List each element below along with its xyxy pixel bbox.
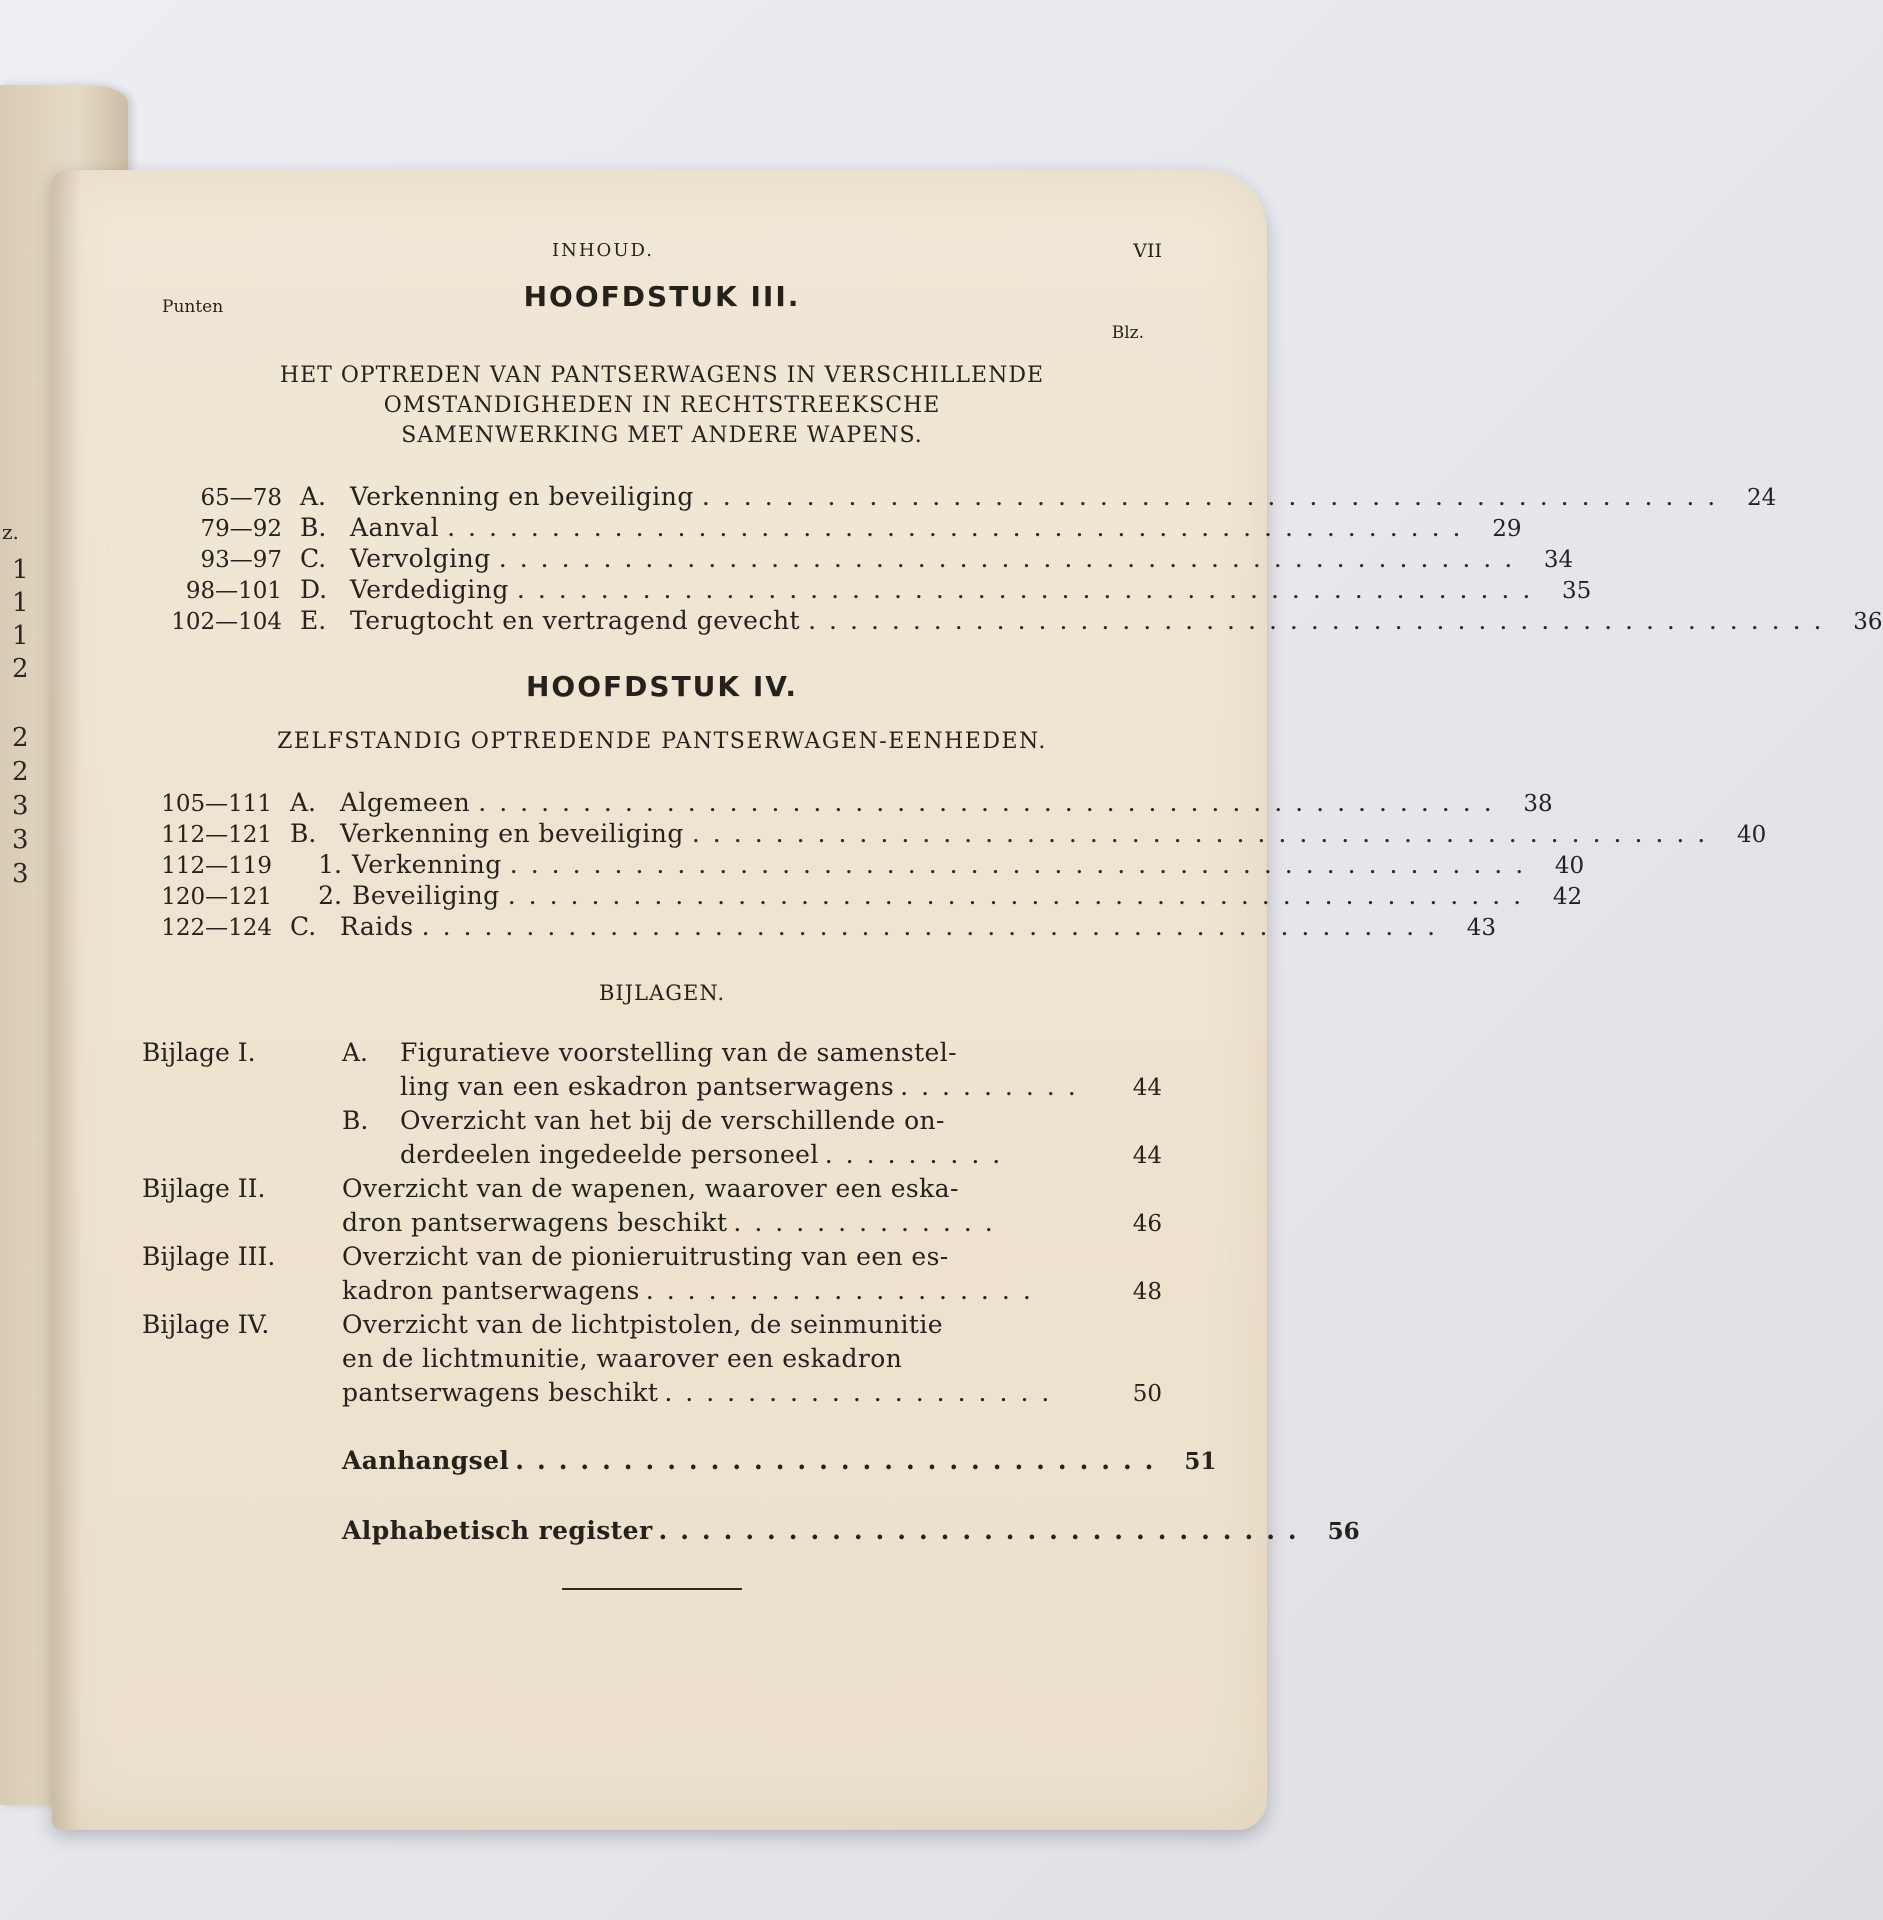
- toc-points: 105—111: [161, 791, 272, 817]
- left-fragment: 3: [12, 791, 29, 821]
- appendix-text: kadron pantserwagens: [342, 1276, 640, 1305]
- toc-page: 40: [1554, 853, 1585, 879]
- appendix-item-register: [142, 1514, 1360, 1548]
- toc-row: [162, 605, 1883, 636]
- toc-points: 65—78: [200, 485, 282, 511]
- appendix-text: dron pantserwagens beschikt: [342, 1208, 728, 1237]
- leader-dots: .................................................: [691, 819, 1719, 848]
- toc-text: Verdediging: [350, 575, 509, 604]
- appendix-label: Bijlage I.: [142, 1038, 256, 1067]
- heading-line: HET OPTREDEN VAN PANTSERWAGENS IN VERSCHILLENDE: [279, 363, 1045, 388]
- appendix-text: pantserwagens beschikt: [342, 1378, 659, 1407]
- toc-letter: E.: [300, 606, 327, 635]
- toc-letter: B.: [290, 819, 317, 848]
- toc-page: 42: [1552, 884, 1583, 910]
- toc-text: Beveiliging: [352, 881, 500, 910]
- leader-dots: .................................................: [498, 544, 1526, 573]
- toc-row: [162, 543, 1574, 574]
- toc-page: 29: [1492, 516, 1522, 542]
- toc-text: Raids: [340, 912, 414, 941]
- toc-letter: C.: [290, 912, 317, 941]
- toc-page: 35: [1562, 578, 1592, 604]
- appendix-page: 44: [1132, 1143, 1162, 1169]
- toc-page: 43: [1466, 915, 1497, 941]
- toc-letter: C.: [300, 544, 327, 573]
- heading-line: OMSTANDIGHEDEN IN RECHTSTREEKSCHE: [383, 393, 941, 418]
- toc-letter: D.: [300, 575, 328, 604]
- leader-dots: ..............................: [658, 1516, 1310, 1545]
- book-page: [52, 170, 1883, 1830]
- toc-row: [152, 911, 1497, 942]
- toc-page: 38: [1523, 791, 1553, 817]
- leader-dots: .................................................: [507, 881, 1535, 910]
- leader-dots: .........: [824, 1140, 1014, 1169]
- toc-letter: B.: [300, 513, 327, 542]
- appendix-text: en de lichtmunitie, waarover een eskadron: [342, 1344, 903, 1373]
- left-fragment: 3: [12, 859, 29, 889]
- appendix-text: Overzicht van het bij de verschillende on-: [400, 1106, 945, 1135]
- column-heads: [162, 297, 1162, 347]
- appendix-page: 48: [1132, 1279, 1162, 1305]
- appendix-text: ling van een eskadron pantserwagens: [400, 1072, 895, 1101]
- toc-page: 36: [1853, 609, 1883, 635]
- appendix-label: Bijlage II.: [142, 1174, 266, 1203]
- left-fragment: 1: [12, 621, 29, 651]
- toc-text: Terugtocht en vertragend gevecht: [350, 606, 801, 635]
- left-fragment: 3: [12, 825, 29, 855]
- toc-points: 98—101: [185, 578, 282, 604]
- toc-points: 120—121: [161, 884, 272, 910]
- leader-dots: .................................................: [478, 788, 1505, 817]
- toc-text: Verkenning: [352, 850, 502, 879]
- toc-points: 93—97: [200, 547, 282, 573]
- register-text: Alphabetisch register: [342, 1516, 653, 1545]
- leader-dots: .................................................: [447, 513, 1474, 542]
- appendix-label: Bijlage III.: [142, 1242, 276, 1271]
- aanhangsel-page: 51: [1184, 1448, 1217, 1475]
- toc-text: Verkenning en beveiliging: [350, 482, 694, 511]
- leader-dots: ..............................: [515, 1446, 1167, 1475]
- closing-rule: [562, 1588, 742, 1590]
- toc-row: [152, 818, 1767, 849]
- toc-row: [152, 787, 1553, 818]
- heading-line: SAMENWERKING MET ANDERE WAPENS.: [401, 423, 923, 448]
- aanhangsel-text: Aanhangsel: [342, 1446, 510, 1475]
- toc-points: 79—92: [200, 516, 282, 542]
- left-fragment: 2: [12, 723, 29, 753]
- left-fragment: 1: [12, 555, 29, 585]
- toc-subnumber: 2.: [318, 881, 342, 910]
- toc-text: Verkenning en beveiliging: [340, 819, 684, 848]
- toc-points: 112—119: [161, 853, 272, 879]
- left-fragment: 1: [12, 588, 29, 618]
- page-number: VII: [1133, 240, 1162, 262]
- appendix-item-aanhangsel: [142, 1444, 1217, 1478]
- toc-points: 112—121: [161, 822, 272, 848]
- leader-dots: .................................................: [509, 850, 1537, 879]
- running-head: [162, 240, 1162, 280]
- toc-text: Vervolging: [350, 544, 491, 573]
- leader-dots: .................................................: [808, 606, 1835, 635]
- toc-page: 24: [1746, 485, 1777, 511]
- running-head-title: INHOUD.: [552, 240, 654, 261]
- leader-dots: .................................................: [516, 575, 1544, 604]
- appendix-item: [142, 1308, 1162, 1410]
- appendix-text: derdeelen ingedeelde personeel: [400, 1140, 819, 1169]
- appendix-text: Figuratieve voorstelling van de samenstel-: [400, 1038, 957, 1067]
- appendix-page: 44: [1132, 1075, 1162, 1101]
- appendix-text: Overzicht van de lichtpistolen, de seinmunitie: [342, 1310, 943, 1339]
- toc-letter: A.: [300, 482, 327, 511]
- appendix-page: 46: [1132, 1211, 1162, 1237]
- toc-text: Aanval: [350, 513, 440, 542]
- leader-dots: .........: [900, 1072, 1089, 1101]
- chapter4-entries: [152, 787, 1767, 942]
- appendix-letter: B.: [342, 1106, 369, 1135]
- toc-page: 40: [1736, 822, 1767, 848]
- column-head-page: Blz.: [1111, 323, 1144, 343]
- appendix-letter: A.: [342, 1038, 369, 1067]
- appendix-item: [142, 1240, 1162, 1308]
- appendix-label: Bijlage IV.: [142, 1310, 270, 1339]
- leader-dots: ...................: [645, 1276, 1044, 1305]
- toc-letter: A.: [290, 788, 317, 817]
- leader-dots: ...................: [664, 1378, 1063, 1407]
- appendix-text: Overzicht van de pionieruitrusting van een es-: [342, 1242, 949, 1271]
- chapter-heading: ZELFSTANDIG OPTREDENDE PANTSERWAGEN-EENHEDEN.: [277, 729, 1047, 754]
- leader-dots: .................................................: [701, 482, 1729, 511]
- toc-subnumber: 1.: [318, 850, 342, 879]
- toc-row: [162, 574, 1592, 605]
- chapter-title: HOOFDSTUK III.: [523, 280, 801, 313]
- table-of-contents: [142, 240, 1883, 1590]
- appendix-text: Overzicht van de wapenen, waarover een eska-: [342, 1174, 959, 1203]
- chapter3-entries: [162, 481, 1883, 636]
- toc-row: [152, 880, 1583, 911]
- appendices-heading: BIJLAGEN.: [598, 981, 726, 1005]
- toc-row: [162, 512, 1522, 543]
- chapter-heading: [162, 361, 1162, 451]
- leader-dots: .................................................: [421, 912, 1449, 941]
- left-fragment: 2: [12, 654, 29, 684]
- toc-points: 102—104: [171, 609, 282, 635]
- toc-text: Algemeen: [340, 788, 471, 817]
- chapter-title: HOOFDSTUK IV.: [526, 670, 798, 703]
- appendix-item: [142, 1036, 1162, 1172]
- appendices-list: [142, 1036, 1360, 1548]
- appendix-item: [142, 1172, 1162, 1240]
- left-fragment: z.: [2, 520, 19, 544]
- leader-dots: .............: [733, 1208, 1006, 1237]
- register-page: 56: [1327, 1518, 1360, 1545]
- toc-row: [162, 481, 1777, 512]
- left-fragment: 2: [12, 757, 29, 787]
- toc-row: [152, 849, 1585, 880]
- appendix-page: 50: [1132, 1381, 1162, 1407]
- toc-points: 122—124: [161, 915, 272, 941]
- toc-page: 34: [1543, 547, 1574, 573]
- column-head-points: Punten: [162, 297, 224, 317]
